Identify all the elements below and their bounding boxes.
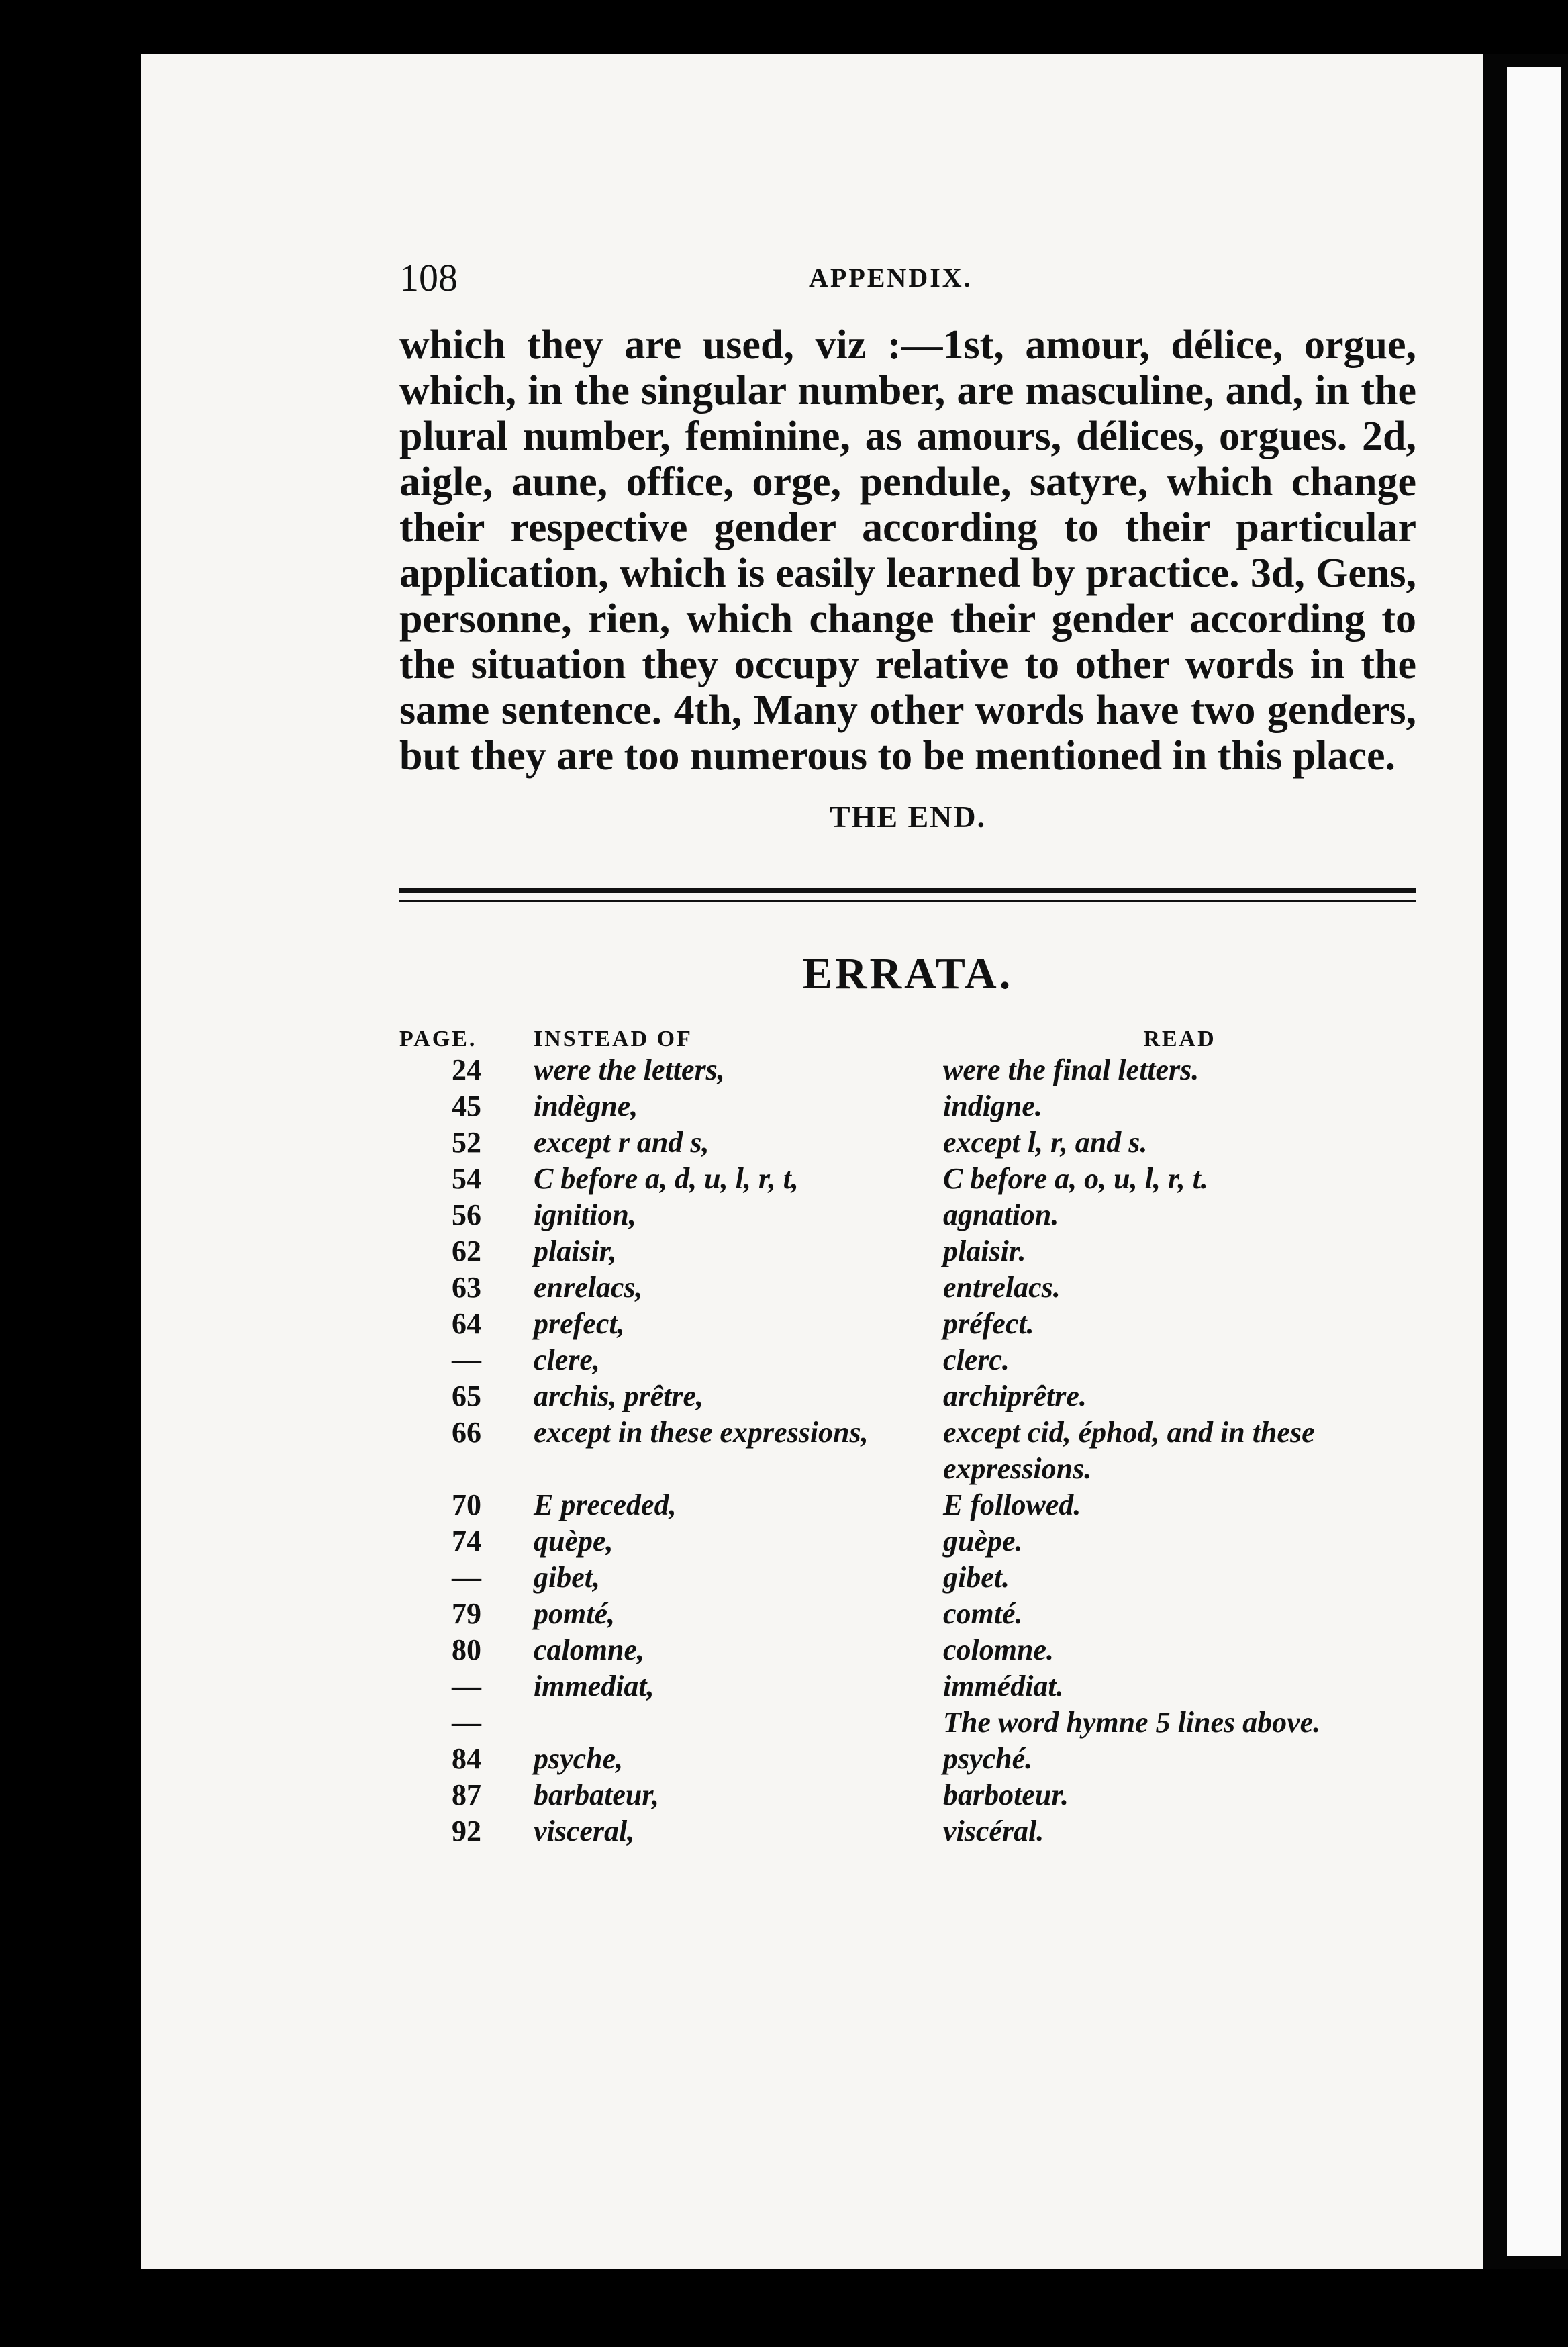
errata-header-page: PAGE. (399, 1026, 477, 1051)
errata-read-cell: immédiat. (943, 1670, 1064, 1703)
errata-page-cell: 64 (452, 1307, 481, 1340)
errata-read-cell: archiprêtre. (943, 1380, 1087, 1412)
errata-instead-cell: quèpe, (534, 1525, 614, 1558)
errata-read-cell: plaisir. (943, 1235, 1026, 1267)
table-row (399, 1378, 1416, 1415)
errata-instead-cell: E preceded, (534, 1488, 677, 1521)
errata-instead-cell: except in these expressions, (534, 1416, 869, 1449)
the-end-label: THE END. (829, 800, 987, 834)
errata-instead-cell: C before a, d, u, l, r, t, (534, 1162, 799, 1195)
errata-page-cell: 62 (452, 1235, 481, 1267)
table-row (399, 1415, 1416, 1487)
errata-page-cell: 56 (452, 1198, 481, 1231)
errata-read-cell: entrelacs. (943, 1271, 1061, 1304)
errata-read-cell: except l, r, and s. (943, 1126, 1148, 1159)
errata-page-cell: 24 (452, 1053, 481, 1086)
table-row (399, 1705, 1416, 1741)
errata-instead-cell (534, 1705, 943, 1741)
errata-page-cell: 45 (452, 1090, 481, 1122)
table-row (399, 1161, 1416, 1197)
errata-read-cell: were the final letters. (943, 1053, 1199, 1086)
errata-read-cell: psyché. (943, 1742, 1033, 1775)
errata-rows (399, 1052, 1416, 1850)
errata-page-cell: 74 (452, 1525, 481, 1558)
table-row (399, 1777, 1416, 1813)
errata-read-cell: except cid, éphod, and in these expressions. (943, 1416, 1315, 1485)
errata-instead-cell: visceral, (534, 1815, 635, 1848)
errata-page-cell: 66 (452, 1416, 481, 1449)
errata-read-cell: viscéral. (943, 1815, 1044, 1848)
table-row (399, 1668, 1416, 1705)
errata-read-cell: E followed. (943, 1488, 1081, 1521)
errata-instead-cell: archis, prêtre, (534, 1380, 703, 1412)
table-row (399, 1124, 1416, 1161)
errata-header-read: READ (1143, 1026, 1216, 1051)
errata-instead-cell: indègne, (534, 1090, 638, 1122)
table-row (399, 1560, 1416, 1596)
running-head: APPENDIX. (809, 262, 973, 293)
errata-page-cell: — (452, 1670, 481, 1703)
page-content (399, 242, 1416, 1850)
errata-instead-cell: were the letters, (534, 1053, 725, 1086)
errata-page-cell: 92 (452, 1815, 481, 1848)
errata-page-cell: — (452, 1561, 481, 1594)
table-row (399, 1052, 1416, 1088)
errata-header-row (399, 1026, 1416, 1052)
next-page-edge (1507, 67, 1561, 2256)
errata-page-cell: — (452, 1343, 481, 1376)
errata-page-cell: 79 (452, 1597, 481, 1630)
errata-instead-cell: gibet, (534, 1561, 600, 1594)
table-row (399, 1342, 1416, 1378)
errata-read-cell: guèpe. (943, 1525, 1023, 1558)
table-row (399, 1306, 1416, 1342)
table-row (399, 1197, 1416, 1233)
errata-read-cell: colomne. (943, 1633, 1054, 1666)
errata-page-cell: 84 (452, 1742, 481, 1775)
errata-read-cell: C before a, o, u, l, r, t. (943, 1162, 1208, 1195)
page-number: 108 (399, 256, 458, 299)
errata-instead-cell: barbateur, (534, 1778, 660, 1811)
errata-instead-cell: ignition, (534, 1198, 636, 1231)
errata-instead-cell: prefect, (534, 1307, 625, 1340)
errata-page-cell: 87 (452, 1778, 481, 1811)
double-rule-divider (399, 888, 1416, 902)
errata-table (399, 1026, 1416, 1850)
table-row (399, 1596, 1416, 1632)
table-row (399, 1233, 1416, 1270)
table-row (399, 1632, 1416, 1668)
errata-read-cell: préfect. (943, 1307, 1034, 1340)
errata-page-cell: 54 (452, 1162, 481, 1195)
appendix-paragraph: which they are used, viz :—1st, amour, délice, orgue, which, in the singular number, are masculine, and, in the plural number, feminine, as amours, délices, orgues. 2d, aigle, aune, office, orge, pendule, satyre, which change their respective gender according to their particular application, which is easily learned by practice. 3d, Gens, personne, rien, which change their gender according to the situation they occupy relative to other words in the same sentence. 4th, Many other words have two genders, but they are too numerous to be mentioned in this place. (399, 322, 1416, 779)
errata-read-cell: barboteur. (943, 1778, 1069, 1811)
errata-page-cell: 65 (452, 1380, 481, 1412)
errata-instead-cell: calomne, (534, 1633, 644, 1666)
table-row (399, 1741, 1416, 1777)
errata-instead-cell: plaisir, (534, 1235, 617, 1267)
errata-page-cell: 70 (452, 1488, 481, 1521)
errata-page-cell: 80 (452, 1633, 481, 1666)
errata-instead-cell: psyche, (534, 1742, 624, 1775)
errata-read-cell: comté. (943, 1597, 1023, 1630)
table-row (399, 1487, 1416, 1523)
errata-page-cell: — (452, 1706, 481, 1739)
errata-title: ERRATA. (802, 949, 1014, 998)
errata-read-cell: The word hymne 5 lines above. (943, 1706, 1321, 1739)
table-row (399, 1270, 1416, 1306)
errata-read-cell: gibet. (943, 1561, 1010, 1594)
errata-instead-cell: except r and s, (534, 1126, 709, 1159)
errata-read-cell: clerc. (943, 1343, 1010, 1376)
errata-read-cell: indigne. (943, 1090, 1042, 1122)
table-row (399, 1088, 1416, 1124)
table-row (399, 1813, 1416, 1850)
page-header (399, 242, 1416, 322)
errata-instead-cell: pomté, (534, 1597, 615, 1630)
errata-page-cell: 52 (452, 1126, 481, 1159)
errata-page-cell: 63 (452, 1271, 481, 1304)
errata-read-cell: agnation. (943, 1198, 1059, 1231)
errata-instead-cell: enrelacs, (534, 1271, 643, 1304)
errata-instead-cell: clere, (534, 1343, 600, 1376)
table-row (399, 1523, 1416, 1560)
errata-instead-cell: immediat, (534, 1670, 654, 1703)
errata-header-instead: INSTEAD OF (534, 1026, 693, 1051)
